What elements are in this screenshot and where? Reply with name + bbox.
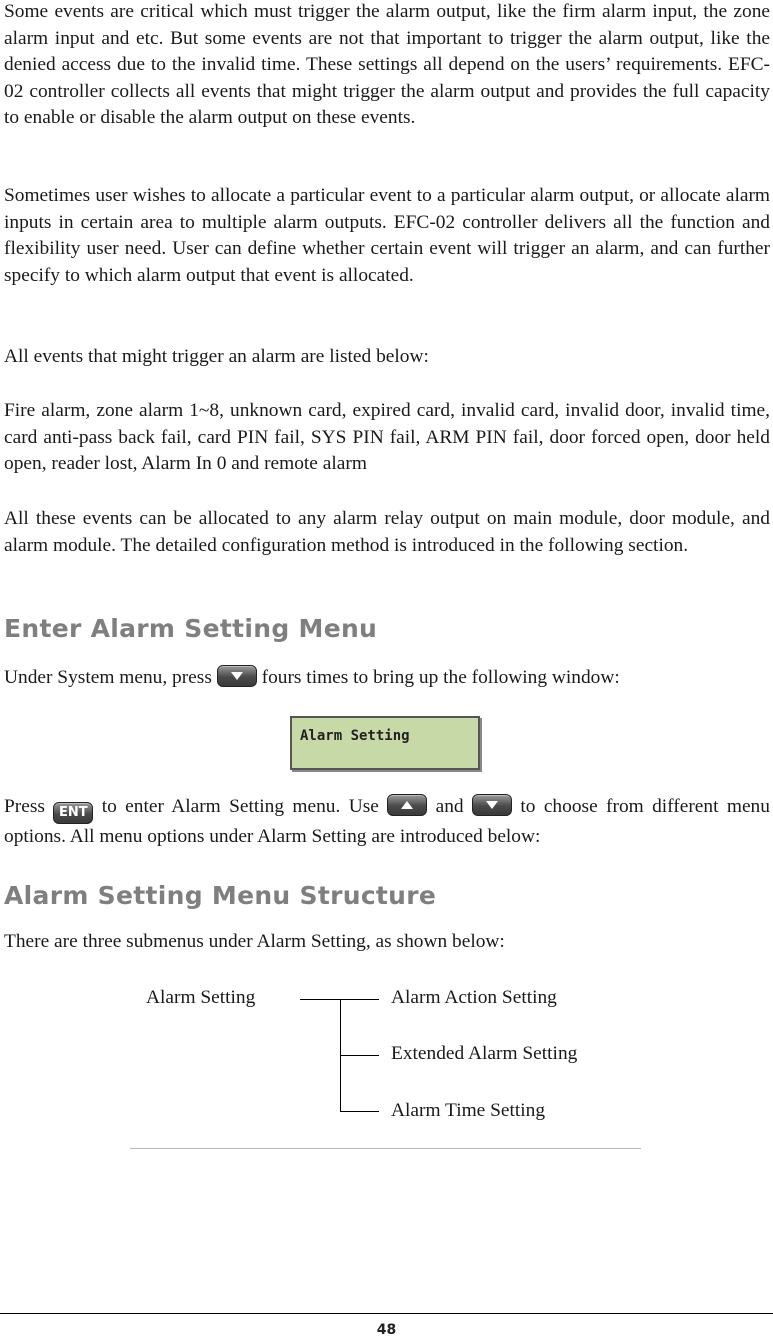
tree-connector (340, 1111, 379, 1112)
instruction-press: Press (4, 796, 45, 817)
instruction-text-after: fours times to bring up the following window: (261, 667, 620, 688)
up-arrow-key-icon (387, 794, 427, 816)
tree-root-label: Alarm Setting (146, 987, 256, 1008)
tree-child-label: Alarm Action Setting (391, 987, 557, 1008)
instruction-enter-menu: to enter Alarm Setting menu. Use (101, 796, 379, 817)
footer-divider (0, 1313, 773, 1314)
instruction-press-ent (4, 794, 770, 851)
tree-connector (340, 1055, 379, 1056)
heading-enter-alarm-setting: Enter Alarm Setting Menu (4, 614, 378, 643)
paragraph-critical-events: Some events are critical which must trigger the alarm output, like the firm alarm input, the zone alarm input and etc. But some events are not that important to trigger the alarm output, like the denied access due to the invalid time. These settings all depend on the users’ requirements. EFC-02 controller collects all events that might trigger the alarm output and provides the full capacity to enable or disable the alarm output on these events. (4, 1, 770, 128)
tree-child-label: Extended Alarm Setting (391, 1043, 578, 1064)
paragraph-event-list: Fire alarm, zone alarm 1~8, unknown card, expired card, invalid card, invalid door, invalid time, card anti-pass back fail, card PIN fail, SYS PIN fail, ARM PIN fail, door forced open, door held open, reader lost, Alarm In 0 and remote alarm (4, 400, 770, 474)
instruction-choose-options: to choose from different menu options. All menu options under Alarm Setting are introduced below: (4, 796, 770, 847)
down-arrow-key-icon (472, 794, 512, 816)
paragraph-allocate-events: Sometimes user wishes to allocate a particular event to a particular alarm output, or allocate alarm inputs in certain area to multiple alarm outputs. EFC-02 controller delivers all the function and flexibility user need. User can define whether certain event will trigger an alarm, and can further specify to which alarm output that event is allocated. (4, 185, 770, 286)
divider (130, 1148, 641, 1149)
page-number: 48 (376, 1322, 397, 1338)
tree-child-label: Alarm Time Setting (391, 1100, 546, 1121)
paragraph-events-listed: All events that might trigger an alarm are listed below: (4, 346, 429, 367)
instruction-press-down (4, 665, 770, 692)
paragraph-allocation-info: All these events can be allocated to any alarm relay output on main module, door module, and alarm module. The detailed configuration method is introduced in the following section. (4, 508, 770, 556)
heading-menu-structure: Alarm Setting Menu Structure (4, 881, 437, 910)
lcd-display-text: Alarm Setting (300, 728, 410, 744)
instruction-and: and (435, 796, 464, 817)
lcd-display (290, 716, 480, 770)
ent-key-icon: ENT (53, 802, 93, 824)
paragraph-submenus-intro: There are three submenus under Alarm Setting, as shown below: (4, 931, 505, 952)
instruction-text-before: Under System menu, press (4, 667, 212, 688)
down-arrow-key-icon (217, 665, 257, 687)
